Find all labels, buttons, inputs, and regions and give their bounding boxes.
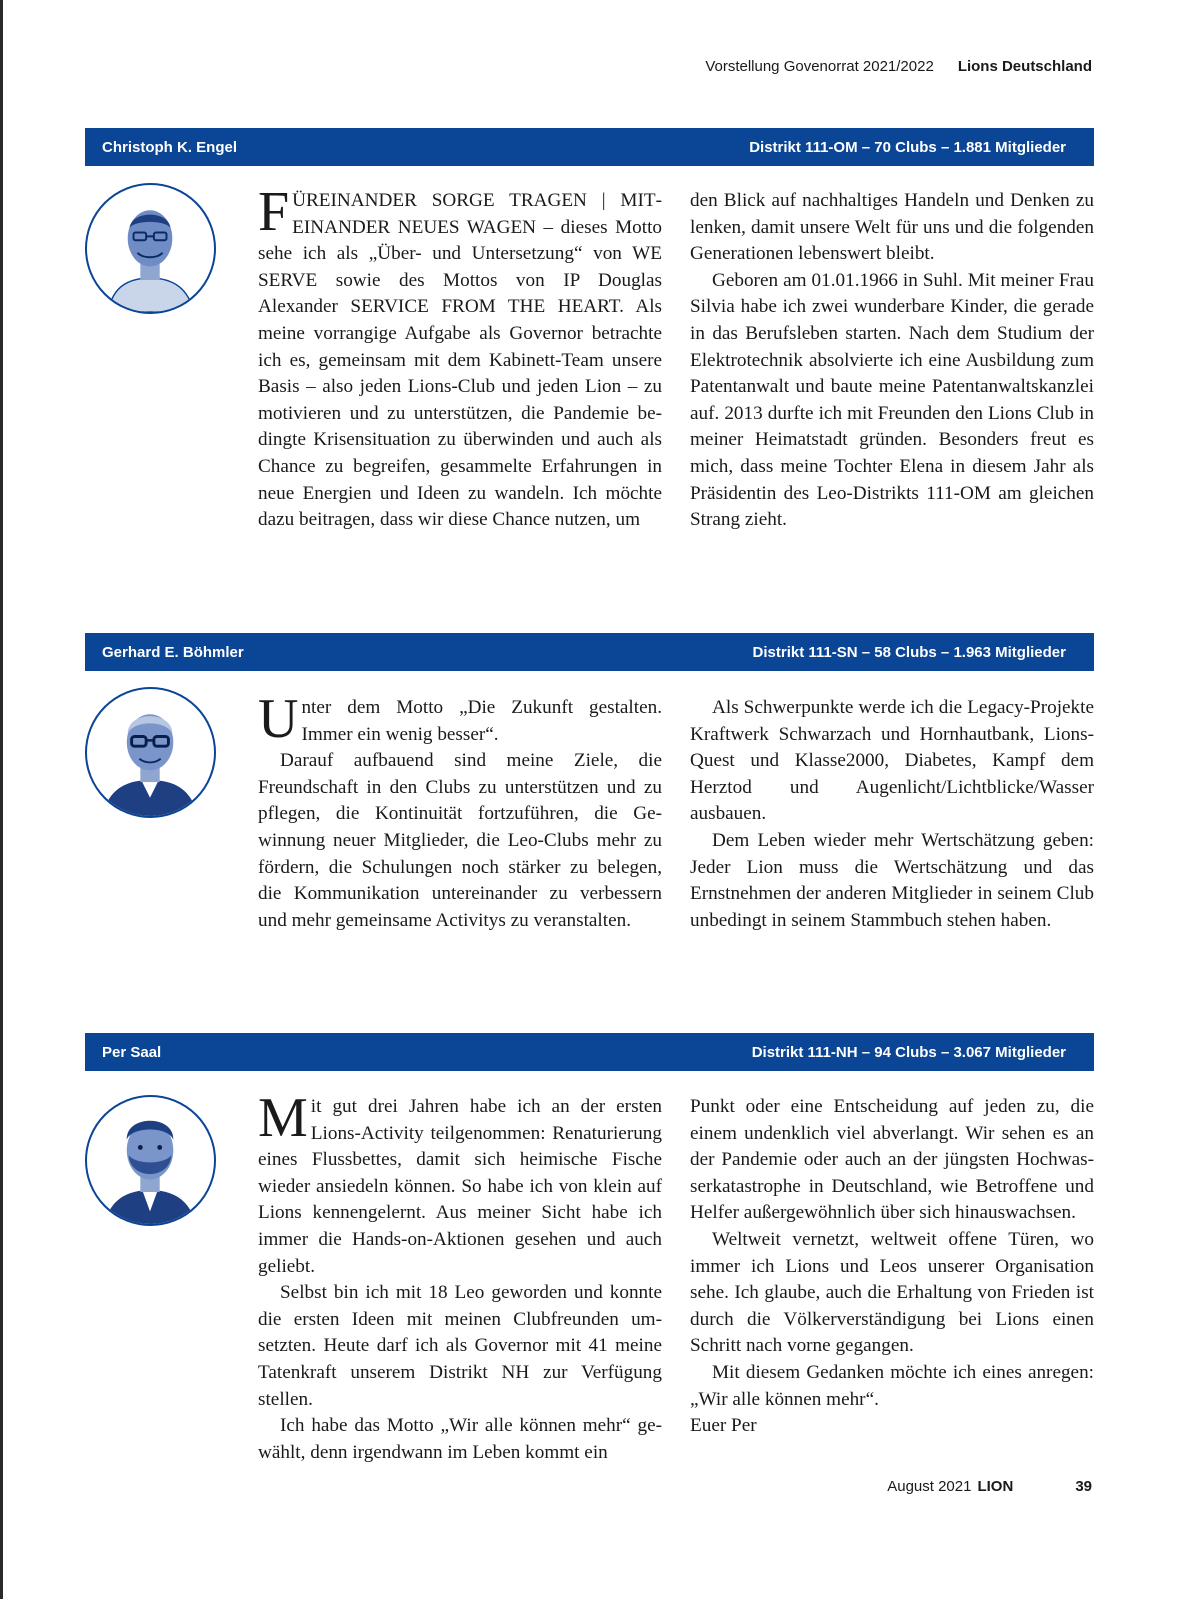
portrait-boehmler-image xyxy=(87,689,214,816)
governor-name: Per Saal xyxy=(102,1043,162,1061)
district-info: Distrikt 111-SN – 58 Clubs – 1.963 Mitglieder xyxy=(752,643,1066,661)
text-column-right xyxy=(690,1094,1094,1440)
page-edge xyxy=(0,0,3,1599)
paragraph: Selbst bin ich mit 18 Leo geworden und konnte die ersten Ideen mit meinen Clubfreunden umsetzten. Heute darf ich als Governor mit 41 meine Tatenkraft unserem Distrikt NH zur Verfügung stellen. xyxy=(258,1282,662,1410)
portrait-engel-image xyxy=(87,185,214,312)
paragraph: Als Schwerpunkte werde ich die Legacy-Projekte Kraftwerk Schwarzach und Hornhautbank, Lions-Quest und Klasse2000, Diabetes, Kampf dem Herztod und Augenlicht/Lichtblicke/Wasser ausbauen. xyxy=(690,697,1094,825)
magazine-name: Lions Deutschland xyxy=(957,58,1092,75)
governor-name: Christoph K. Engel xyxy=(102,138,237,156)
text-column-left xyxy=(258,688,662,934)
portrait-boehmler xyxy=(85,687,216,818)
paragraph: Punkt oder eine Entscheidung auf jeden zu, die einem undenklich viel abverlangt. Wir sehen es an der Pandemie oder auch an der jüngsten Hochwasserkatastrophe in Deutschland, wie Betroffene und Helfer außergewöhnlich über sich hinauswachsen. xyxy=(690,1096,1094,1224)
section-header-engel xyxy=(85,128,1094,166)
issue-title: Vorstellung Govenorrat 2021/2022 xyxy=(705,58,934,75)
district-info: Distrikt 111-NH – 94 Clubs – 3.067 Mitglieder xyxy=(751,1043,1066,1061)
text-column-right xyxy=(690,188,1094,534)
section-header-boehmler xyxy=(85,633,1094,671)
page-footer xyxy=(0,1478,1092,1495)
text-column-left xyxy=(258,181,662,534)
paragraph: Mit diesem Gedanken möchte ich eines anregen: „Wir alle können mehr“. xyxy=(690,1361,1094,1410)
dropcap: U xyxy=(258,688,299,750)
paragraph: ÜREINANDER SORGE TRAGEN | MITEINANDER NEUES WAGEN – dieses Motto sehe ich als „Über- und Untersetzung“ von WE SERVE sowie des Mottos von IP Douglas Alexander SERVICE FROM THE HEART. Als meine vorrangige Aufgabe als Governor betrachte ich es, gemeinsam mit dem Kabinett-Team unsere Basis – also jeden Lions-Club und jeden Lion – zu motivieren und zu unterstützen, die Pandemie bedingte Krisensituation zu überwinden und auch als Chance zu begreifen, gesammelte Erfahrungen in neue Energien und Ideen zu wandeln. Ich möchte dazu beitragen, dass wir diese Chance nutzen, um xyxy=(258,190,662,531)
portrait-saal xyxy=(85,1095,216,1226)
issue-date: August 2021 xyxy=(887,1478,972,1495)
running-head xyxy=(705,58,1092,75)
paragraph: it gut drei Jahren habe ich an der ersten Lions-Activity teilgenommen: Renaturierung eines Flussbettes, damit sich heimische Fische wieder ansiedeln können. So habe ich von klein auf Lions kennengelernt. Aus meiner Sicht habe ich immer die Hands-on-Aktionen gesehen und auch geliebt. xyxy=(258,1096,662,1277)
text-column-left xyxy=(258,1087,662,1466)
paragraph: Darauf aufbauend sind meine Ziele, die Freundschaft in den Clubs zu unterstützen und zu pflegen, die Kontinuität fortzuführen, die Gewinnung neuer Mitglieder, die Leo-Clubs mehr zu fördern, die Schulungen noch stärker zu belegen, die Kommunikation untereinander zu verbessern und mehr gemeinsame Activitys zu veranstalten. xyxy=(258,750,662,931)
portrait-engel xyxy=(85,183,216,314)
paragraph: Geboren am 01.01.1966 in Suhl. Mit meiner Frau Silvia habe ich zwei wunderbare Kinder, die gerade in das Berufsleben starten. Nach dem Studium der Elektrotechnik absolvierte ich eine Ausbildung zum Patentanwalt und baute meine Patentanwaltskanzlei auf. 2013 durfte ich mit Freunden den Lions Club in meiner Heimatstadt gründen. Besonders freut es mich, dass meine Tochter Elena in diesem Jahr als Präsidentin des Leo-Distrikts 111-OM am gleichen Strang zieht. xyxy=(690,269,1094,531)
text-column-right xyxy=(690,695,1094,934)
dropcap: M xyxy=(258,1087,308,1149)
district-info: Distrikt 111-OM – 70 Clubs – 1.881 Mitglieder xyxy=(749,138,1066,156)
section-header-saal xyxy=(85,1033,1094,1071)
governor-name: Gerhard E. Böhmler xyxy=(102,643,244,661)
paragraph: Dem Leben wieder mehr Wertschätzung geben: Jeder Lion muss die Wertschätzung und das Ernstnehmen der anderen Mitglieder in seinem Club unbedingt in seinem Stammbuch stehen haben. xyxy=(690,829,1094,931)
paragraph: Weltweit vernetzt, weltweit offene Türen, wo immer ich Lions und Leos unserer Organisation sehe. Ich glaube, auch die Erhaltung von Frieden ist durch die Völkerverständigung bei Lions einen Schritt nach vorne gegangen. xyxy=(690,1228,1094,1357)
paragraph: Ich habe das Motto „Wir alle können mehr“ gewählt, denn irgendwann im Leben kommt ein xyxy=(258,1415,662,1463)
dropcap: F xyxy=(258,181,290,243)
magazine-short: LION xyxy=(977,1478,1014,1495)
paragraph: den Blick auf nachhaltiges Handeln und Denken zu lenken, damit unsere Welt für uns und die folgenden Generationen lebenswert bleibt. xyxy=(690,190,1094,265)
portrait-saal-image xyxy=(87,1097,214,1224)
paragraph: nter dem Motto „Die Zukunft gestalten. Immer ein wenig besser“. xyxy=(301,697,662,745)
sign-off: Euer Per xyxy=(690,1415,757,1437)
page-number: 39 xyxy=(1075,1478,1092,1495)
